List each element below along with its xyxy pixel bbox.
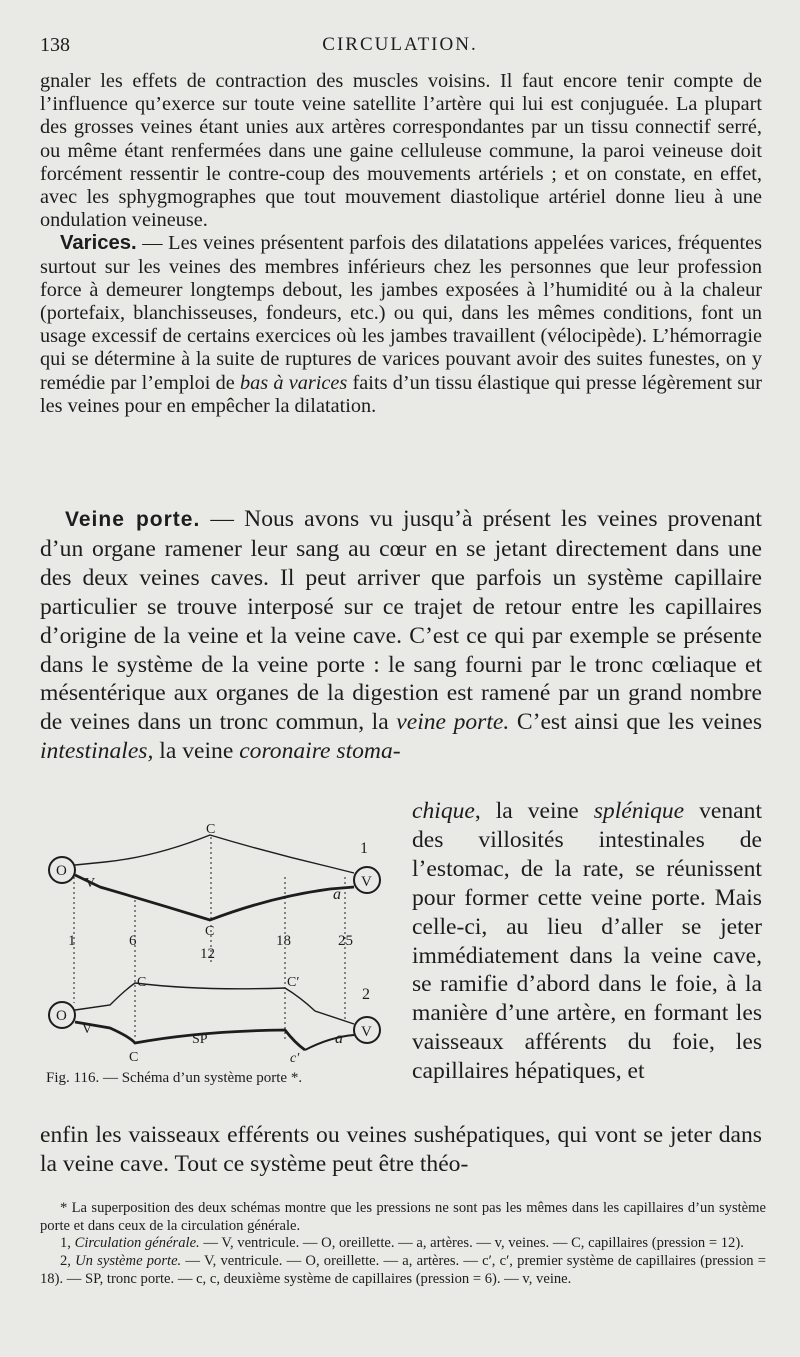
vein-line-2: [305, 1035, 354, 1050]
label-num-25: 25: [338, 933, 353, 949]
label-v-upper-1: V: [361, 874, 372, 890]
veine-porte-italic-1: veine porte.: [396, 709, 510, 736]
label-v-lower-1: V: [85, 876, 96, 891]
veine-porte-text-3: la veine: [153, 738, 240, 765]
label-num-18: 18: [276, 933, 291, 949]
diagram-1-circulation-generale: [49, 835, 380, 920]
footnote-2: [40, 1253, 766, 1288]
label-c-prime-bottom: c′: [290, 1051, 300, 1066]
label-a-2: a: [335, 1030, 343, 1047]
wrapped-text-column: [412, 797, 762, 1086]
varices-text-2: faits d’un tissu élastique qui presse légèrement sur les veines pour en empêcher la dilatation.: [40, 371, 762, 417]
veine-porte-text-1: — Nous avons vu jusqu’à présent les veines provenant d’un organe ramener leur sang au cœur en se jetant directement dans une des deux veines caves. Il peut arriver que parfois un système capillaire particulier se trouve interposé sur ce trajet de retour entre les capillaires d’origine de la veine et la veine cave. C’est ce qui par exemple se présente dans le système de la veine porte : le sang fourni par le tronc cœliaque et mésentérique aux organes de la digestion est ramené par un grand nombre de veines dans un tronc commun, la: [40, 506, 762, 736]
wrap-italic-1: chique: [412, 798, 475, 824]
paragraph-varices: [40, 232, 762, 418]
label-num-2: 2: [362, 986, 370, 1003]
artery-line-upper-1: [75, 835, 354, 873]
footnote-2-italic: Un système porte.: [75, 1253, 182, 1270]
section-small-text: [40, 70, 762, 418]
label-c-left-2: C: [137, 975, 147, 990]
veine-porte-italic-2: intestinales,: [40, 738, 154, 765]
figure-caption: Fig. 116. — Schéma d’un système porte *.: [46, 1070, 303, 1086]
page-number: 138: [40, 34, 70, 56]
label-c-mid: C: [205, 924, 215, 939]
paragraph-contraction: gnaler les effets de contraction des muscles voisins. Il faut encore tenir compte de l’influence qu’exerce sur toute veine satellite l’artère qui lui est conjuguée. La plupart des grosses veines étant unies aux artères correspondantes par un tissu connectif serré, ou même étant renfermées dans une gaine celluleuse commune, la paroi veineuse doit forcément ressentir le contre-coup des mouvements artériels ; et on constate, en effet, avec les sphygmographes que tout mouvement diastolique artériel donne lieu à une ondulation veineuse.: [40, 70, 762, 232]
diagram-2-systeme-porte: [49, 983, 380, 1050]
paragraph-veine-porte: [40, 505, 762, 766]
label-num-6: 6: [129, 933, 137, 949]
label-sp: SP: [192, 1032, 208, 1047]
footnote-1-text: — V, ventricule. — O, oreillette. — a, artères. — v, veines. — C, capillaires (pression = 12).: [199, 1235, 744, 1252]
wrap-text-1: , la veine: [474, 798, 594, 824]
vein-line-lower-1: [75, 875, 354, 920]
label-v-upper-2: V: [361, 1024, 372, 1040]
varices-text-1: — Les veines présentent parfois des dilatations appelées varices, fréquentes surtout sur les veines des membres inférieurs chez les personnes que leur profession force à demeurer longtemps debout, les jambes exposées à l’humidité ou à la chaleur (portefaix, blanchisseuses, fondeurs, etc.) ou qui, dans les mêmes conditions, font un usage excessif de certains exercices où les jambes travaillent (vélocipède). L’hémorragie qui se détermine à la suite de ruptures de varices pouvant avoir des suites funestes, on y remédie par l’emploi de: [40, 232, 762, 394]
portal-system-diagram: [40, 815, 405, 1070]
running-title: CIRCULATION.: [322, 34, 478, 55]
veine-porte-italic-3: coronaire stoma-: [239, 738, 401, 765]
running-header: [40, 34, 760, 60]
veine-porte-text-2: C’est ainsi que les veines: [509, 709, 762, 736]
label-num-left-1: 1: [68, 933, 76, 949]
footnote-2-num: 2,: [60, 1253, 76, 1270]
artery-line-upper-2: [75, 983, 354, 1024]
paragraph-veine-porte-end: [40, 1121, 762, 1179]
label-o-2: O: [56, 1008, 67, 1024]
veine-porte-text-4: enfin les vaisseaux efférents ou veines sushépatiques, qui vont se jeter dans la veine cave. Tout ce système peut être théo-: [40, 1122, 762, 1177]
footnote-star: * La superposition des deux schémas montre que les pressions ne sont pas les mêmes dans les capillaires d’un système porte et dans ceux de la circulation générale.: [40, 1200, 766, 1234]
footnotes: [40, 1200, 766, 1289]
label-v-lower-2: V: [82, 1022, 93, 1037]
label-c-top: C: [206, 822, 216, 837]
footnote-1: [40, 1235, 766, 1253]
footnote-1-num: 1,: [60, 1235, 75, 1252]
wrap-italic-2: splénique: [593, 798, 685, 824]
footnote-1-italic: Circulation générale.: [74, 1235, 200, 1252]
veine-porte-heading: Veine porte.: [65, 508, 201, 531]
label-a-1: a: [333, 886, 341, 903]
wrap-text-2: venant des villosités intestinales de l’estomac, de la rate, se réunissent pour former cette veine porte. Mais celle-ci, au lieu d’aller se jeter immédiatement dans la veine cave, se ramifie d’abord dans le foie, à la manière d’une artère, en formant les vaisseaux afférents du foie, les capillaires hépatiques, et: [412, 798, 762, 1085]
label-c-bottom: C: [129, 1050, 139, 1065]
portal-trunk-line-2: [75, 1022, 305, 1050]
figure-116: [40, 815, 405, 1115]
label-c-prime-2: C′: [287, 975, 300, 990]
varices-italic: bas à varices: [239, 371, 348, 394]
label-o-1: O: [56, 863, 67, 879]
diagram-labels: [56, 822, 372, 1066]
label-num-12: 12: [200, 946, 215, 962]
varices-heading: Varices.: [60, 232, 137, 255]
label-num-1: 1: [360, 840, 368, 857]
footnote-2-text: — V, ventricule. — O, oreillette. — a, artères. — c′, c′, premier système de capillaires (pression = 18). — SP, tronc porte. — c, c, deuxième système de capillaires (pression = 6). — v, veine.: [40, 1253, 766, 1287]
